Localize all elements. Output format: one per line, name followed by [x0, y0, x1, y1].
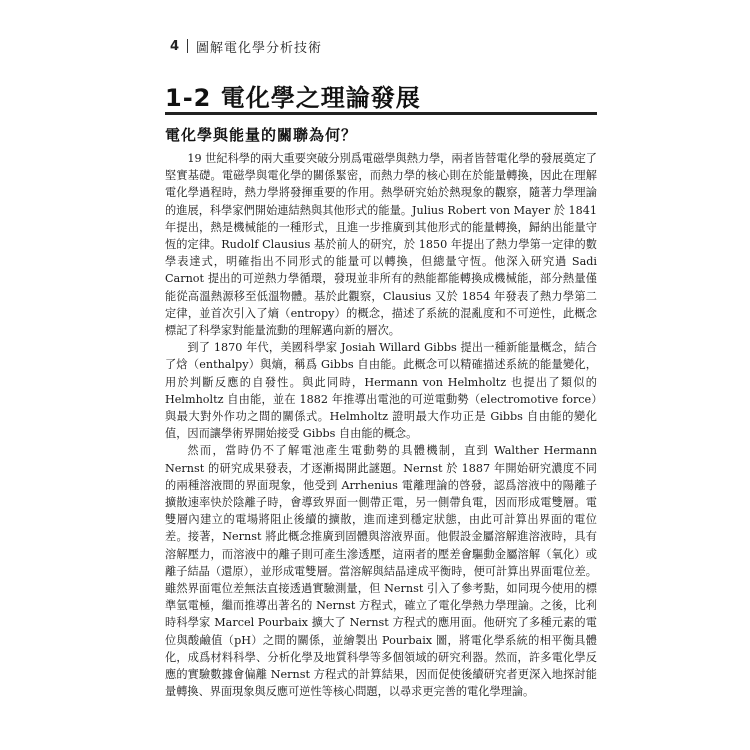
sub-heading: 電化學與能量的關聯為何？	[165, 126, 358, 144]
section-rule	[165, 112, 597, 115]
book-title: 圖解電化學分析技術	[196, 40, 323, 56]
paragraph: 19 世紀科學的兩大重要突破分別爲電磁學與熱力學，兩者皆替電化學的發展奠定了堅實基礎。電磁學與電化學的關係緊密，而熱力學的核心則在於能量轉換，因此在理解電化學過程時，熱力學將發揮重要的作用。熱學研究始於熱現象的觀察，隨著力學理論的進展，科學家們開始連結熱與其他形式的能量。Julius Robert von Mayer 於 1841 年提出，熱是機械能的一種形式，且進一步推廣到其他形式的能量轉換，歸納出能量守恆的定律。Rudolf Clausius 基於前人的研究，於 1850 年提出了熱力學第一定律的數學表達式，明確指出不同形式的能量可以轉換，但總量守恆。他深入研究過 Sadi Carnot 提出的可逆熱力學循環，發現並非所有的熱能都能轉換成機械能，部分熱量僅能從高溫熱源移至低溫物體。基於此觀察，Clausius 又於 1854 年發表了熱力學第二定律，並首次引入了熵（entropy）的概念，描述了系統的混亂度和不可逆性，此概念標記了科學家對能量流動的理解邁向新的層次。	[165, 152, 597, 338]
paragraph: 然而，當時仍不了解電池產生電動勢的具體機制，直到 Walther Hermann Nernst 的研究成果發表，才逐漸揭開此謎題。Nernst 於 1887 年開始研究濃度不同的兩種溶液間的界面現象，他受到 Arrhenius 電離理論的啓發，認爲溶液中的陽離子擴散速率快於陰離子時，會導致界面一側帶正電，另一側帶負電，因而形成電雙層。電雙層內建立的電場將阻止後續的擴散，進而達到穩定狀態，由此可計算出界面的電位差。接著，Nernst 將此概念推廣到固體與溶液界面。他假設金屬溶解進溶液時，具有溶解壓力，而溶液中的離子則可產生滲透壓，這兩者的壓差會驅動金屬溶解（氧化）或離子結晶（還原），並形成電雙層。當溶解與結晶達成平衡時，便可計算出界面電位差。雖然界面電位差無法直接透過實驗測量，但 Nernst 引入了參考點，如同現今使用的標準氫電極，繼而推導出著名的 Nernst 方程式，確立了電化學熱力學理論。之後，比利時科學家 Marcel Pourbaix 擴大了 Nernst 方程式的應用面。他研究了多種元素的電位與酸鹼值（pH）之間的關係，並繪製出 Pourbaix 圖，將電化學系統的相平衡具體化，成爲材料科學、分析化學及地質科學等多個領域的研究利器。然而，許多電化學反應的實驗數據會偏離 Nernst 方程式的計算結果，因而促使後續研究者更深入地探討能量轉換、界面現象與反應可逆性等核心問題，以尋求更完善的電化學理論。	[165, 444, 597, 699]
paragraph: 到了 1870 年代，美國科學家 Josiah Willard Gibbs 提出一種新能量概念，結合了焓（enthalpy）與熵，稱爲 Gibbs 自由能。此概念可以精確描述系統的能量變化，用於判斷反應的自發性。與此同時，Hermann von Helmholtz 也提出了類似的 Helmholtz 自由能，並在 1882 年推導出電池的可逆電動勢（electromotive force）與最大對外作功之間的關係式。Helmholtz 證明最大作功正是 Gibbs 自由能的變化值，因而讓學術界開始接受 Gibbs 自由能的概念。	[165, 341, 597, 441]
section-heading: 1-2 電化學之理論發展	[165, 84, 421, 112]
page-number: 4	[170, 38, 180, 54]
body-text	[165, 150, 597, 701]
header-divider	[187, 39, 188, 53]
running-header	[170, 36, 322, 56]
